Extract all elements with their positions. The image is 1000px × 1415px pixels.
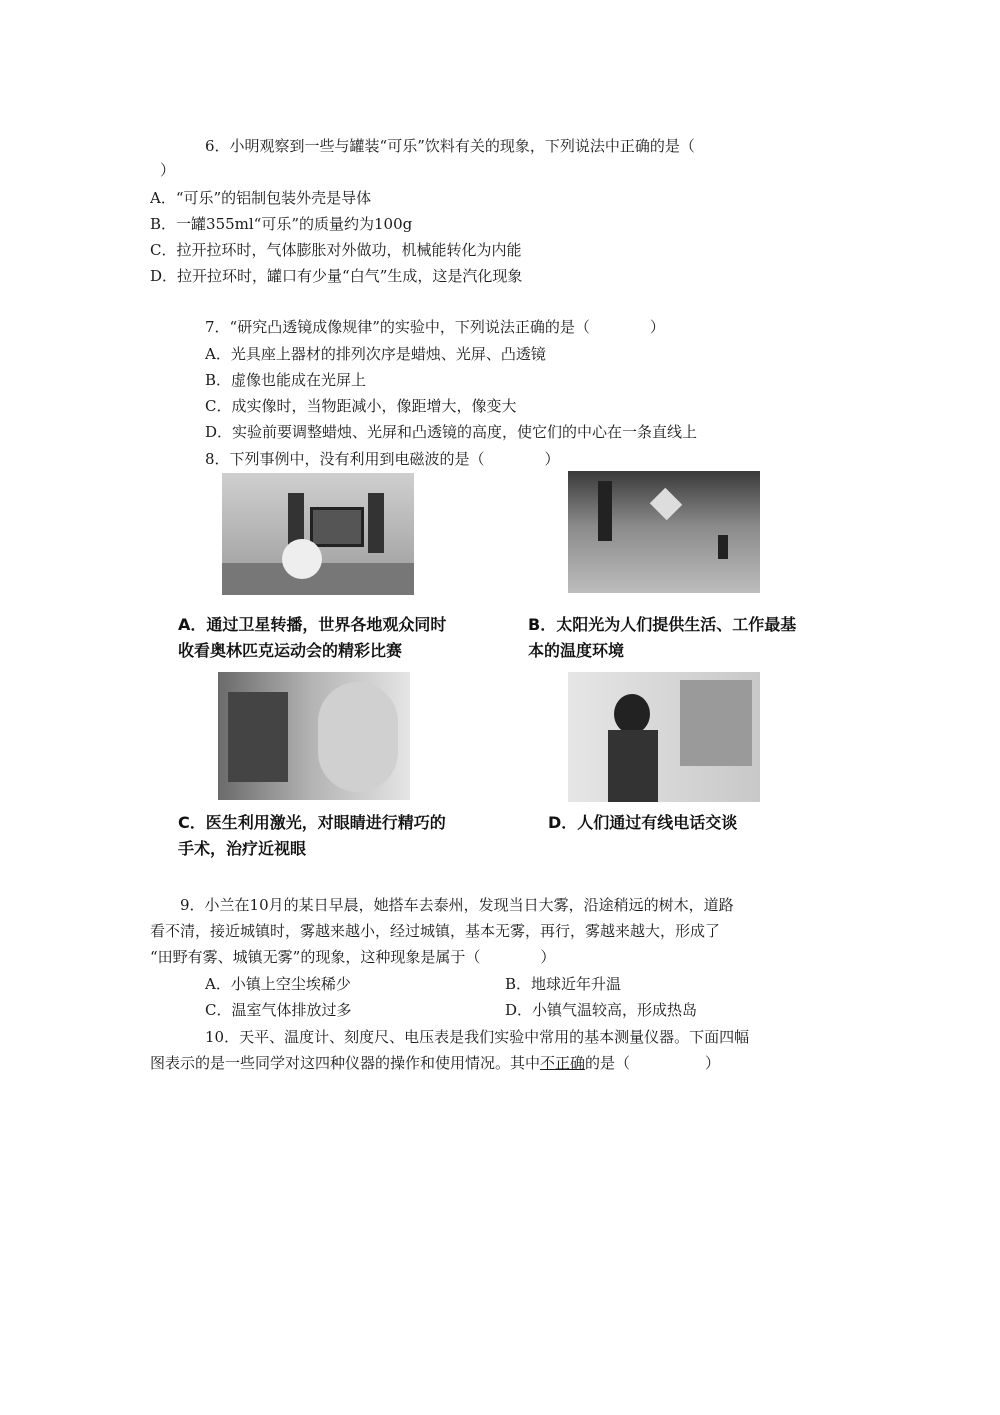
q10-line-2-post: 的是（ ） (585, 1054, 721, 1072)
q6-option-c: C．拉开拉环时，气体膨胀对外做功，机械能转化为内能 (150, 241, 522, 259)
q8-caption-b-line1: B．太阳光为人们提供生活、工作最基 (528, 615, 797, 634)
q9-line-3: “田野有雾、城镇无雾”的现象，这种现象是属于（ ） (150, 948, 556, 966)
q8-caption-c-line2: 手术，治疗近视眼 (178, 839, 307, 858)
q8-stem: 8．下列事例中，没有利用到电磁波的是（ ） (205, 450, 560, 468)
photo-kite-field (568, 471, 760, 593)
q9-option-d: D．小镇气温较高，形成热岛 (505, 1001, 698, 1019)
q7-option-d: D．实验前要调整蜡烛、光屏和凸透镜的高度，使它们的中心在一条直线上 (205, 423, 698, 441)
q9-line-1: 9．小兰在10月的某日早晨，她搭车去泰州，发现当日大雾，沿途稍远的树木，道路 (180, 896, 734, 914)
q8-caption-d-line1: D．人们通过有线电话交谈 (548, 813, 738, 832)
q6-option-d: D．拉开拉环时，罐口有少量“白气”生成，这是汽化现象 (150, 267, 523, 285)
q8-caption-c-line1: C．医生利用激光，对眼睛进行精巧的 (178, 813, 446, 832)
photo-tv-viewers (222, 473, 414, 595)
q7-stem: 7．“研究凸透镜成像规律”的实验中，下列说法正确的是（ ） (205, 318, 665, 336)
q6-option-a: A．“可乐”的铝制包装外壳是导体 (150, 189, 372, 207)
q8-caption-a-line1: A．通过卫星转播，世界各地观众同时 (178, 615, 447, 634)
q9-line-2: 看不清，接近城镇时，雾越来越小，经过城镇，基本无雾，再行，雾越来越大，形成了 (150, 922, 721, 940)
q7-option-a: A．光具座上器材的排列次序是蜡烛、光屏、凸透镜 (205, 345, 546, 363)
q7-option-c: C．成实像时，当物距减小，像距增大，像变大 (205, 397, 517, 415)
q10-line-2-pre: 图表示的是一些同学对这四种仪器的操作和使用情况。其中 (150, 1054, 541, 1072)
q9-option-a: A．小镇上空尘埃稀少 (205, 975, 351, 993)
photo-eye-laser (218, 672, 410, 800)
q9-option-c: C．温室气体排放过多 (205, 1001, 352, 1019)
q10-line-1: 10．天平、温度计、刻度尺、电压表是我们实验中常用的基本测量仪器。下面四幅 (205, 1028, 750, 1046)
q6-stem-end: ） (160, 161, 176, 179)
q10-underlined: 不正确 (540, 1054, 586, 1072)
q6-stem: 6．小明观察到一些与罐装“可乐”饮料有关的现象，下列说法中正确的是（ (205, 137, 695, 155)
q6-option-b: B．一罐355ml“可乐”的质量约为100g (150, 215, 413, 233)
photo-phone-call (568, 672, 760, 802)
q9-option-b: B．地球近年升温 (505, 975, 622, 993)
q7-option-b: B．虚像也能成在光屏上 (205, 371, 367, 389)
q8-caption-b-line2: 本的温度环境 (528, 641, 625, 660)
q10-line-2 (150, 1053, 720, 1073)
q8-caption-a-line2: 收看奥林匹克运动会的精彩比赛 (178, 641, 403, 660)
